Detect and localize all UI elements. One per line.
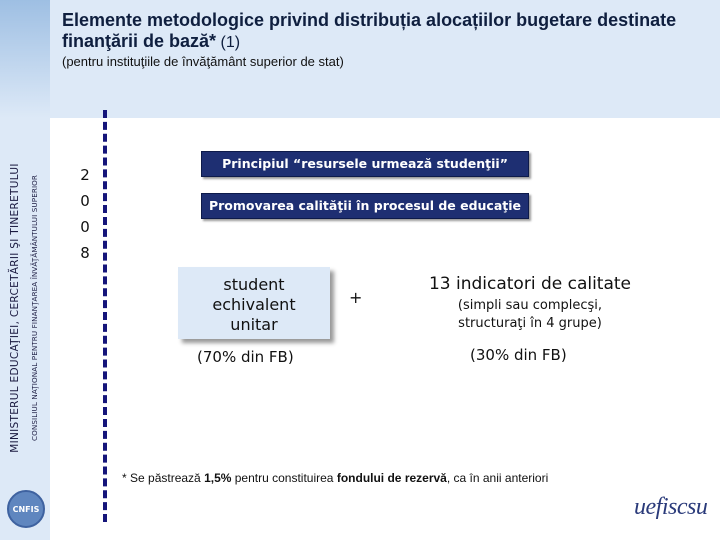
cnfis-logo [7, 490, 45, 528]
indicators-share: (30% din FB) [470, 346, 567, 364]
indicators-line-2: structuraţi în 4 grupe) [458, 316, 602, 331]
student-line-3: unitar [230, 315, 278, 334]
student-equivalent-text [178, 275, 330, 335]
student-share: (70% din FB) [197, 348, 294, 366]
year-digit-3: 0 [80, 218, 90, 236]
uefiscsu-logo: uefiscsu [634, 494, 708, 520]
council-label: CONSILIUL NAŢIONAL PENTRU FINANŢAREA ÎNVĂŢĂMÂNTULUI SUPERIOR [30, 174, 39, 442]
page-subtitle: (pentru instituţiile de învăţământ superior de stat) [62, 54, 344, 69]
year-digit-4: 8 [80, 244, 90, 262]
footnote-part-3: pentru constituirea [231, 471, 337, 485]
cnfis-logo-text: CNFIS [12, 504, 40, 514]
ministry-label: MINISTERUL EDUCAŢIEI, CERCETĂRII ŞI TINERETULUI [9, 163, 21, 453]
ministry-label-wrap [9, 140, 23, 476]
student-line-2: echivalent [212, 295, 296, 314]
council-label-wrap [30, 140, 44, 476]
year-digit-1: 2 [80, 166, 90, 184]
footnote-percent: 1,5% [204, 471, 232, 485]
indicators-line-1: (simpli sau complecşi, [457, 298, 603, 313]
year-digit-2: 0 [80, 192, 90, 210]
principle-quality-box: Promovarea calităţii în procesul de educaţie [201, 193, 529, 219]
plus-sign: + [349, 288, 363, 307]
footnote-part-5: , ca în anii anteriori [446, 471, 549, 485]
indicators-title: 13 indicatori de calitate [428, 274, 632, 294]
footnote-reserve-fund: fondului de rezervă [336, 471, 447, 485]
footnote-part-1: * Se păstrează [122, 471, 205, 485]
indicators-description [402, 297, 658, 333]
page-title [62, 10, 702, 53]
title-main: Elemente metodologice privind distribuția alocațiilor bugetare destinate finanţării de bază* [62, 10, 677, 51]
dashed-divider [103, 110, 107, 522]
title-suffix: (1) [216, 34, 241, 51]
footnote [122, 471, 592, 486]
student-equivalent-box [178, 267, 330, 339]
student-line-1: student [223, 275, 285, 294]
left-gradient [0, 0, 50, 118]
principle-students-box: Principiul “resursele urmează studenţii” [201, 151, 529, 177]
